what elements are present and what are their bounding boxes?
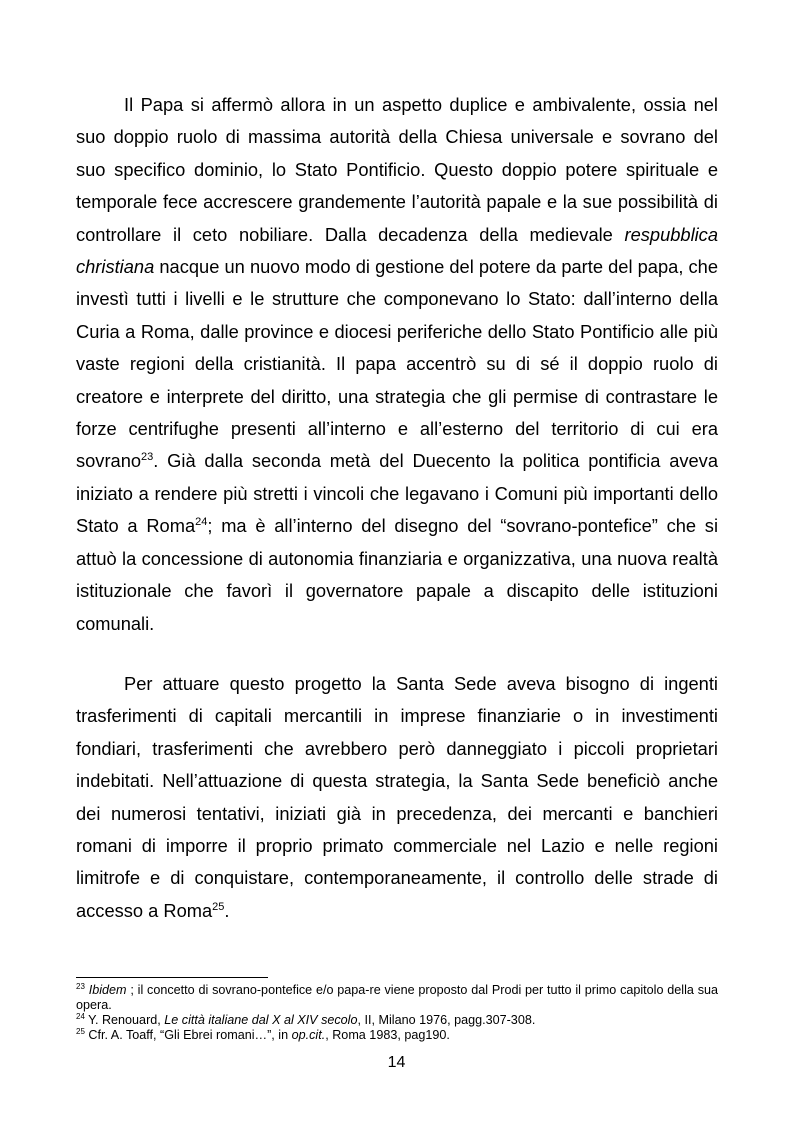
footnote-number: 24 (76, 1012, 85, 1021)
page-number: 14 (387, 1054, 406, 1071)
footnote-italic: Ibidem (88, 983, 127, 997)
body-paragraph-2 (76, 668, 718, 927)
footnote-number: 25 (76, 1027, 85, 1036)
footnote-text: , II, Milano 1976, pagg.307-308. (357, 1013, 536, 1027)
italic-phrase-respubblica-christiana: respubblica christiana (76, 223, 718, 278)
paragraph-segment: . Già dalla seconda metà del Duecento la politica pontificia aveva iniziato a rendere più stretti i vincoli che legavano i Comuni più importanti dello Stato a Roma (76, 450, 718, 537)
footnote-24 (76, 1013, 718, 1028)
paragraph-segment: Il Papa si affermò allora in un aspetto duplice e ambivalente, ossia nel suo doppio ruolo di massima autorità della Chiesa universale e sovrano del suo specifico dominio, lo Stato Pontificio. Questo doppio potere spirituale e temporale fece accrescere grandemente l’autorità papale e la sue possibilità di controllare il ceto nobiliare. Dalla decadenza della medievale (76, 94, 718, 245)
footnote-italic: op.cit. (291, 1028, 326, 1042)
footnote-text: ; il concetto di sovrano-pontefice e/o papa-re viene proposto dal Prodi per tutto il primo capitolo della sua opera. (76, 983, 719, 1012)
body-paragraph-1 (76, 89, 718, 640)
paragraph-text (76, 89, 718, 640)
footnote-text: , Roma 1983, pag190. (325, 1028, 450, 1042)
footnote-number: 23 (76, 982, 85, 991)
footnote-text: Y. Renouard, (84, 1013, 165, 1027)
footnote-23 (76, 983, 718, 1013)
footnote-25 (76, 1028, 718, 1043)
paragraph-segment: nacque un nuovo modo di gestione del potere da parte del papa, che investì tutti i livelli e le strutture che componevano lo Stato: dall’interno della Curia a Roma, dalle province e diocesi periferiche dello Stato Pontificio alle più vaste regioni della cristianità. Il papa accentrò su di sé il doppio ruolo di creatore e interprete del diritto, una strategia che gli permise di contrastare le forze centrifughe presenti all’interno e all’esterno del territorio di cui era sovrano (76, 256, 718, 472)
paragraph-segment: ; ma è all’interno del disegno del “sovrano-pontefice” che si attuò la concessione di autonomia finanziaria e organizzativa, una nuova realtà istituzionale che favorì il governatore papale a discapito delle istituzioni comunali. (76, 515, 719, 634)
footnote-text: Cfr. A. Toaff, “Gli Ebrei romani…”, in (84, 1028, 292, 1042)
footnotes-section (76, 983, 718, 1043)
footnote-ref-24: 24 (195, 516, 208, 529)
footnote-italic: Le città italiane dal X al XIV secolo (164, 1013, 358, 1027)
paragraph-segment: . (224, 899, 230, 921)
footnote-ref-25: 25 (212, 900, 225, 913)
footnote-separator (76, 977, 268, 978)
footnote-ref-23: 23 (141, 451, 154, 464)
paragraph-text (76, 668, 718, 927)
paragraph-segment: Per attuare questo progetto la Santa Sede aveva bisogno di ingenti trasferimenti di capitali mercantili in imprese finanziarie o in investimenti fondiari, trasferimenti che avrebbero però danneggiato i piccoli proprietari indebitati. Nell’attuazione di questa strategia, la Santa Sede beneficiò anche dei numerosi tentativi, iniziati già in precedenza, dei mercanti e banchieri romani di imporre il proprio primato commerciale nel Lazio e nelle regioni limitrofe e di conquistare, contemporaneamente, il controllo delle strade di accesso a Roma (76, 673, 718, 921)
